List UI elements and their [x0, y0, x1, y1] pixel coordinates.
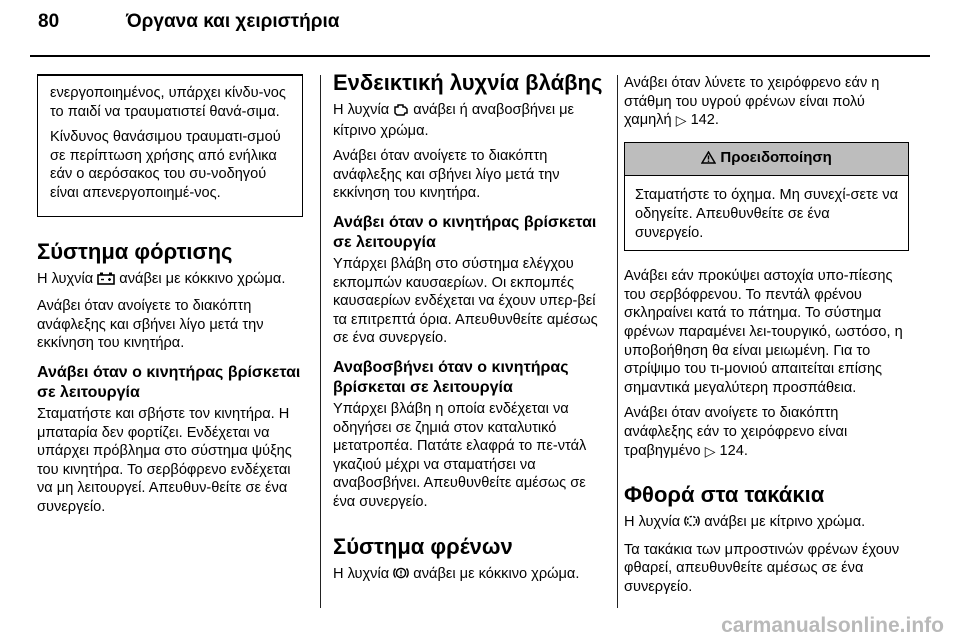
column-3 — [624, 74, 909, 603]
page-reference-icon: ▷ — [704, 442, 716, 459]
section-title: Όργανα και χειριστήρια — [126, 11, 340, 32]
charging-system-heading: Σύστημα φόρτισης — [37, 238, 233, 264]
brake-system-heading: Σύστημα φρένων — [333, 533, 513, 559]
charging-subheading: Ανάβει όταν ο κινητήρας βρίσκεται σε λειτουργία — [37, 363, 301, 401]
header-rule — [30, 55, 930, 57]
charging-paragraph: Η λυχνία ανάβει με κόκκινο χρώμα. — [37, 270, 305, 291]
brake-warning-icon — [393, 566, 409, 586]
fault-paragraph: Η λυχνία ανάβει ή αναβοσβήνει με κίτρινο χρώμα. — [333, 102, 575, 139]
charging-paragraph: Ανάβει όταν ανοίγετε το διακόπτη ανάφλεξης και σβήνει λίγο μετά την εκκίνηση του κινητήρα. — [37, 298, 264, 352]
pads-paragraph: Τα τακάκια των μπροστινών φρένων έχουν φθαρεί, απευθυνθείτε αμέσως σε ένα συνεργείο. — [624, 541, 900, 595]
brake-paragraph: Ανάβει όταν ανοίγετε το διακόπτη ανάφλεξης εάν το χειρόφρενο είναι τραβηγμένο ▷ 124. — [624, 405, 848, 459]
column-divider — [617, 75, 618, 608]
warning-body: Σταματήστε το όχημα. Μη συνεχί-σετε να οδηγείτε. Απευθυνθείτε σε ένα συνεργείο. — [635, 187, 899, 241]
column-2 — [333, 70, 607, 592]
brake-pad-wear-icon — [684, 514, 700, 534]
airbag-warning-box — [37, 74, 303, 217]
warning-header — [625, 143, 908, 177]
pads-paragraph: Η λυχνία ανάβει με κίτρινο χρώμα. — [624, 513, 909, 534]
warning-box — [624, 142, 909, 251]
box-paragraph: Κίνδυνος θανάσιμου τραυματι-σμού σε περίπτωση χρήσης από ενήλικα εάν ο αερόσακος του συ-νοδηγού είναι απενεργοποιημέ-νος. — [50, 129, 281, 201]
warning-title: Προειδοποίηση — [720, 148, 832, 166]
fault-subheading: Αναβοσβήνει όταν ο κινητήρας βρίσκεται σε λειτουργία — [333, 358, 569, 396]
charging-paragraph: Σταματήστε και σβήστε τον κινητήρα. Η μπαταρία δεν φορτίζει. Ενδέχεται να υπάρχει πρόβλημα στο σύστημα ψύξης του κινητήρα. Το σερβόφρενο ενδέχεται να μη λειτουργεί. Απευθυν-θείτε σε ένα συνεργείο. — [37, 405, 292, 515]
brake-pad-wear-heading: Φθορά στα τακάκια — [624, 482, 825, 508]
battery-icon — [97, 272, 115, 291]
page-header — [30, 0, 930, 48]
brake-paragraph: Ανάβει όταν λύνετε το χειρόφρενο εάν η στάθμη του υγρού φρένων είναι πολύ χαμηλή ▷ 142. — [624, 75, 880, 129]
fault-paragraph: Υπάρχει βλάβη στο σύστημα ελέγχου εκπομπών καυσαερίων. Οι εκπομπές καυσαερίων ενδέχεται να έχουν υπερ-βεί τα επιτρεπτά όρια. Απευθυνθείτε αμέσως σε ένα συνεργείο. — [333, 255, 598, 347]
page-number: 80 — [38, 11, 60, 32]
column-divider — [320, 75, 321, 608]
fault-paragraph: Υπάρχει βλάβη η οποία ενδέχεται να οδηγήσει σε ζημιά στον καταλυτικό μετατροπέα. Πατάτε ελαφρά το πε-ντάλ γκαζιού μέχρι να σταματήσει να αναβοσβήνει. Απευθυνθείτε αμέσως σε ένα συνεργείο. — [333, 400, 587, 510]
page-reference-icon: ▷ — [675, 112, 687, 129]
watermark: carmanualsonline.info — [721, 614, 944, 637]
brake-paragraph: Ανάβει εάν προκύψει αστοχία υπο-πίεσης του σερβόφρενου. Το πεντάλ φρένου σκληραίνει κατά το πάτημα. Το σύστημα φρένων παραμένει λει-τουργικό, ωστόσο, η υποβοήθηση θα είναι μειωμένη. Για το στρίψιμο του τι-μονιού απαιτείται επίσης σημαντικά μεγαλύτερη προσπάθεια. — [624, 268, 903, 396]
column-1 — [37, 72, 305, 524]
fault-lamp-heading: Ενδεικτική λυχνία βλάβης — [333, 70, 603, 95]
fault-paragraph: Ανάβει όταν ανοίγετε το διακόπτη ανάφλεξης και σβήνει λίγο μετά την εκκίνηση του κινητήρα. — [333, 148, 560, 202]
warning-triangle-icon — [701, 151, 716, 170]
box-paragraph: ενεργοποιημένος, υπάρχει κίνδυ-νος το παιδί να τραυματιστεί θανά-σιμα. — [50, 85, 286, 120]
brake-paragraph: Η λυχνία ανάβει με κόκκινο χρώμα. — [333, 565, 607, 586]
fault-subheading: Ανάβει όταν ο κινητήρας βρίσκεται σε λειτουργία — [333, 213, 597, 251]
engine-icon — [393, 103, 409, 122]
